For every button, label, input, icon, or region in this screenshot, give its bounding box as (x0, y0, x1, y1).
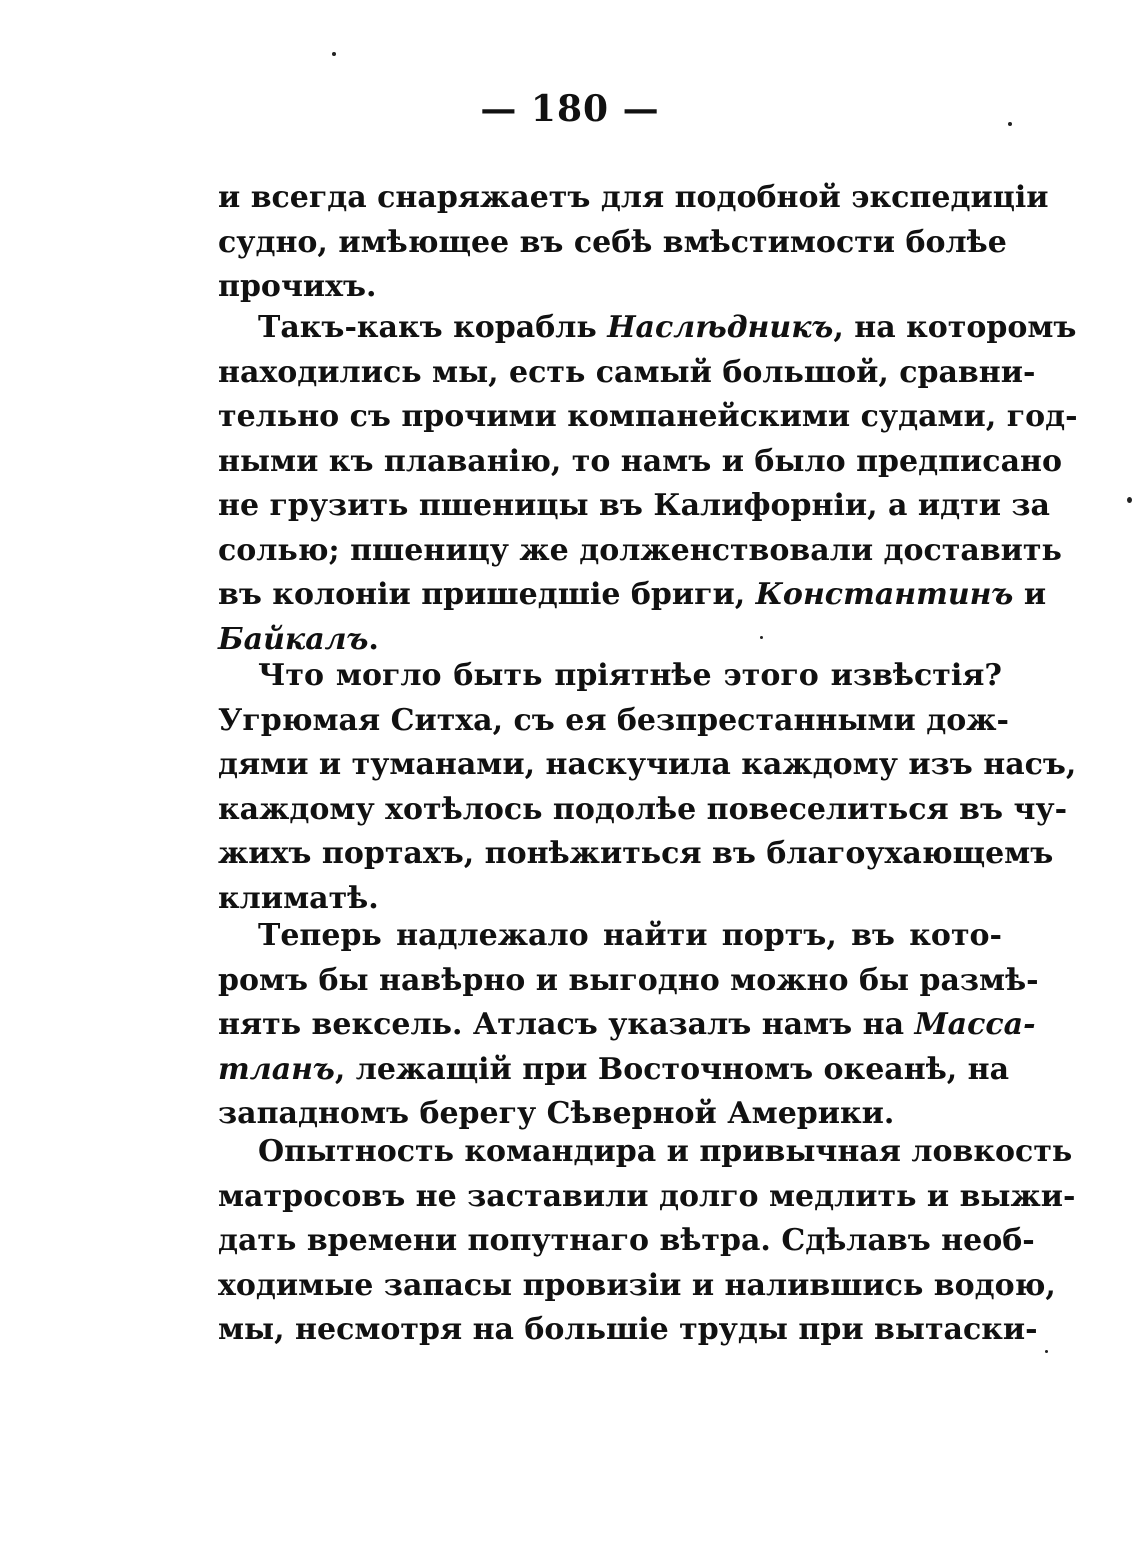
text-run: , лежащій при Восточномъ океанѣ, на (334, 1051, 1010, 1087)
italic-text-run: Константинъ (755, 577, 1014, 612)
text-line (218, 914, 1002, 959)
text-line (218, 654, 1002, 699)
text-run: судно, имѣющее въ себѣ вмѣстимости болѣе (218, 224, 1007, 260)
text-run: мы, несмотря на большіе труды при вытаски- (218, 1312, 1038, 1347)
text-run: Такъ-какъ корабль (258, 310, 608, 345)
text-run: не грузить пшеницы въ Калифорніи, а идти за (218, 488, 1050, 523)
text-run: солью; пшеницу же долженствовали доставить (218, 532, 1062, 568)
text-line (218, 743, 1077, 788)
text-line (218, 1308, 1038, 1353)
text-line (218, 959, 1039, 1004)
text-run: дать времени попутнаго вѣтра. Сдѣлавъ необ- (218, 1223, 1035, 1258)
scan-speck (760, 636, 763, 639)
italic-text-run: Байкалъ (218, 621, 369, 657)
text-run: Опытность командира и привычная ловкость (258, 1134, 1073, 1169)
text-line (218, 832, 1054, 877)
text-run: ходимые запасы провизіи и налившись водою, (218, 1267, 1056, 1303)
text-run: нять вексель. Атласъ указалъ намъ на (218, 1007, 915, 1042)
paragraph-3 (218, 654, 1077, 921)
text-line (218, 484, 1050, 529)
text-line (218, 176, 1049, 221)
text-run: и (1013, 577, 1047, 612)
text-line (218, 788, 1068, 833)
text-line (218, 306, 1077, 351)
text-run: Теперь надлежало найти портъ, въ кото- (258, 918, 1002, 953)
scan-speck (1127, 497, 1132, 503)
text-line (218, 1003, 1036, 1048)
text-run: . (368, 621, 379, 657)
paragraph-5 (218, 1130, 1076, 1353)
text-run: каждому хотѣлось подолѣе повеселиться въ чу- (218, 791, 1068, 827)
text-run: Что могло быть пріятнѣе этого извѣстія? (258, 658, 1002, 693)
italic-text-run: Наслѣдникъ (607, 310, 834, 345)
text-run: климатѣ. (218, 880, 379, 916)
text-line (218, 1219, 1035, 1264)
text-run: прочихъ. (218, 269, 377, 304)
paragraph-1 (218, 176, 1049, 310)
text-line (218, 351, 1036, 396)
text-run: , на которомъ (833, 310, 1077, 345)
page-number: — 180 — (480, 88, 660, 130)
text-line (218, 395, 1078, 440)
text-line (218, 221, 1007, 266)
scan-speck (1045, 1350, 1048, 1353)
text-line (218, 1264, 1056, 1309)
text-run: матросовъ не заставили долго медлить и выжи- (218, 1178, 1076, 1214)
text-line (218, 573, 1047, 618)
text-run: ными къ плаванію, то намъ и было предписано (218, 443, 1062, 479)
text-line (218, 1130, 1073, 1175)
paragraph-4 (218, 914, 1039, 1137)
text-line (218, 1175, 1076, 1220)
text-line (218, 699, 1009, 744)
text-run: тельно съ прочими компанейскими судами, год- (218, 399, 1078, 434)
text-line (218, 265, 1002, 310)
text-run: ромъ бы навѣрно и выгодно можно бы размѣ- (218, 962, 1039, 998)
text-run: дями и туманами, наскучила каждому изъ насъ, (218, 747, 1077, 782)
text-run: находились мы, есть самый большой, сравни- (218, 354, 1036, 390)
scan-speck (332, 52, 336, 56)
scan-speck (1008, 122, 1012, 126)
text-line (218, 1048, 1010, 1093)
text-run: въ колоніи пришедшіе бриги, (218, 577, 756, 612)
italic-text-run: тланъ (218, 1051, 335, 1087)
text-run: Угрюмая Ситха, съ ея безпрестанными дож- (218, 702, 1009, 738)
text-run: западномъ берегу Сѣверной Америки. (218, 1096, 895, 1131)
paragraph-2 (218, 306, 1078, 662)
text-line (218, 440, 1062, 485)
text-line (218, 529, 1062, 574)
text-run: и всегда снаряжаетъ для подобной экспедиціи (218, 180, 1049, 215)
text-run: жихъ портахъ, понѣжиться въ благоухающемъ (218, 836, 1054, 871)
italic-text-run: Масса- (914, 1007, 1036, 1042)
